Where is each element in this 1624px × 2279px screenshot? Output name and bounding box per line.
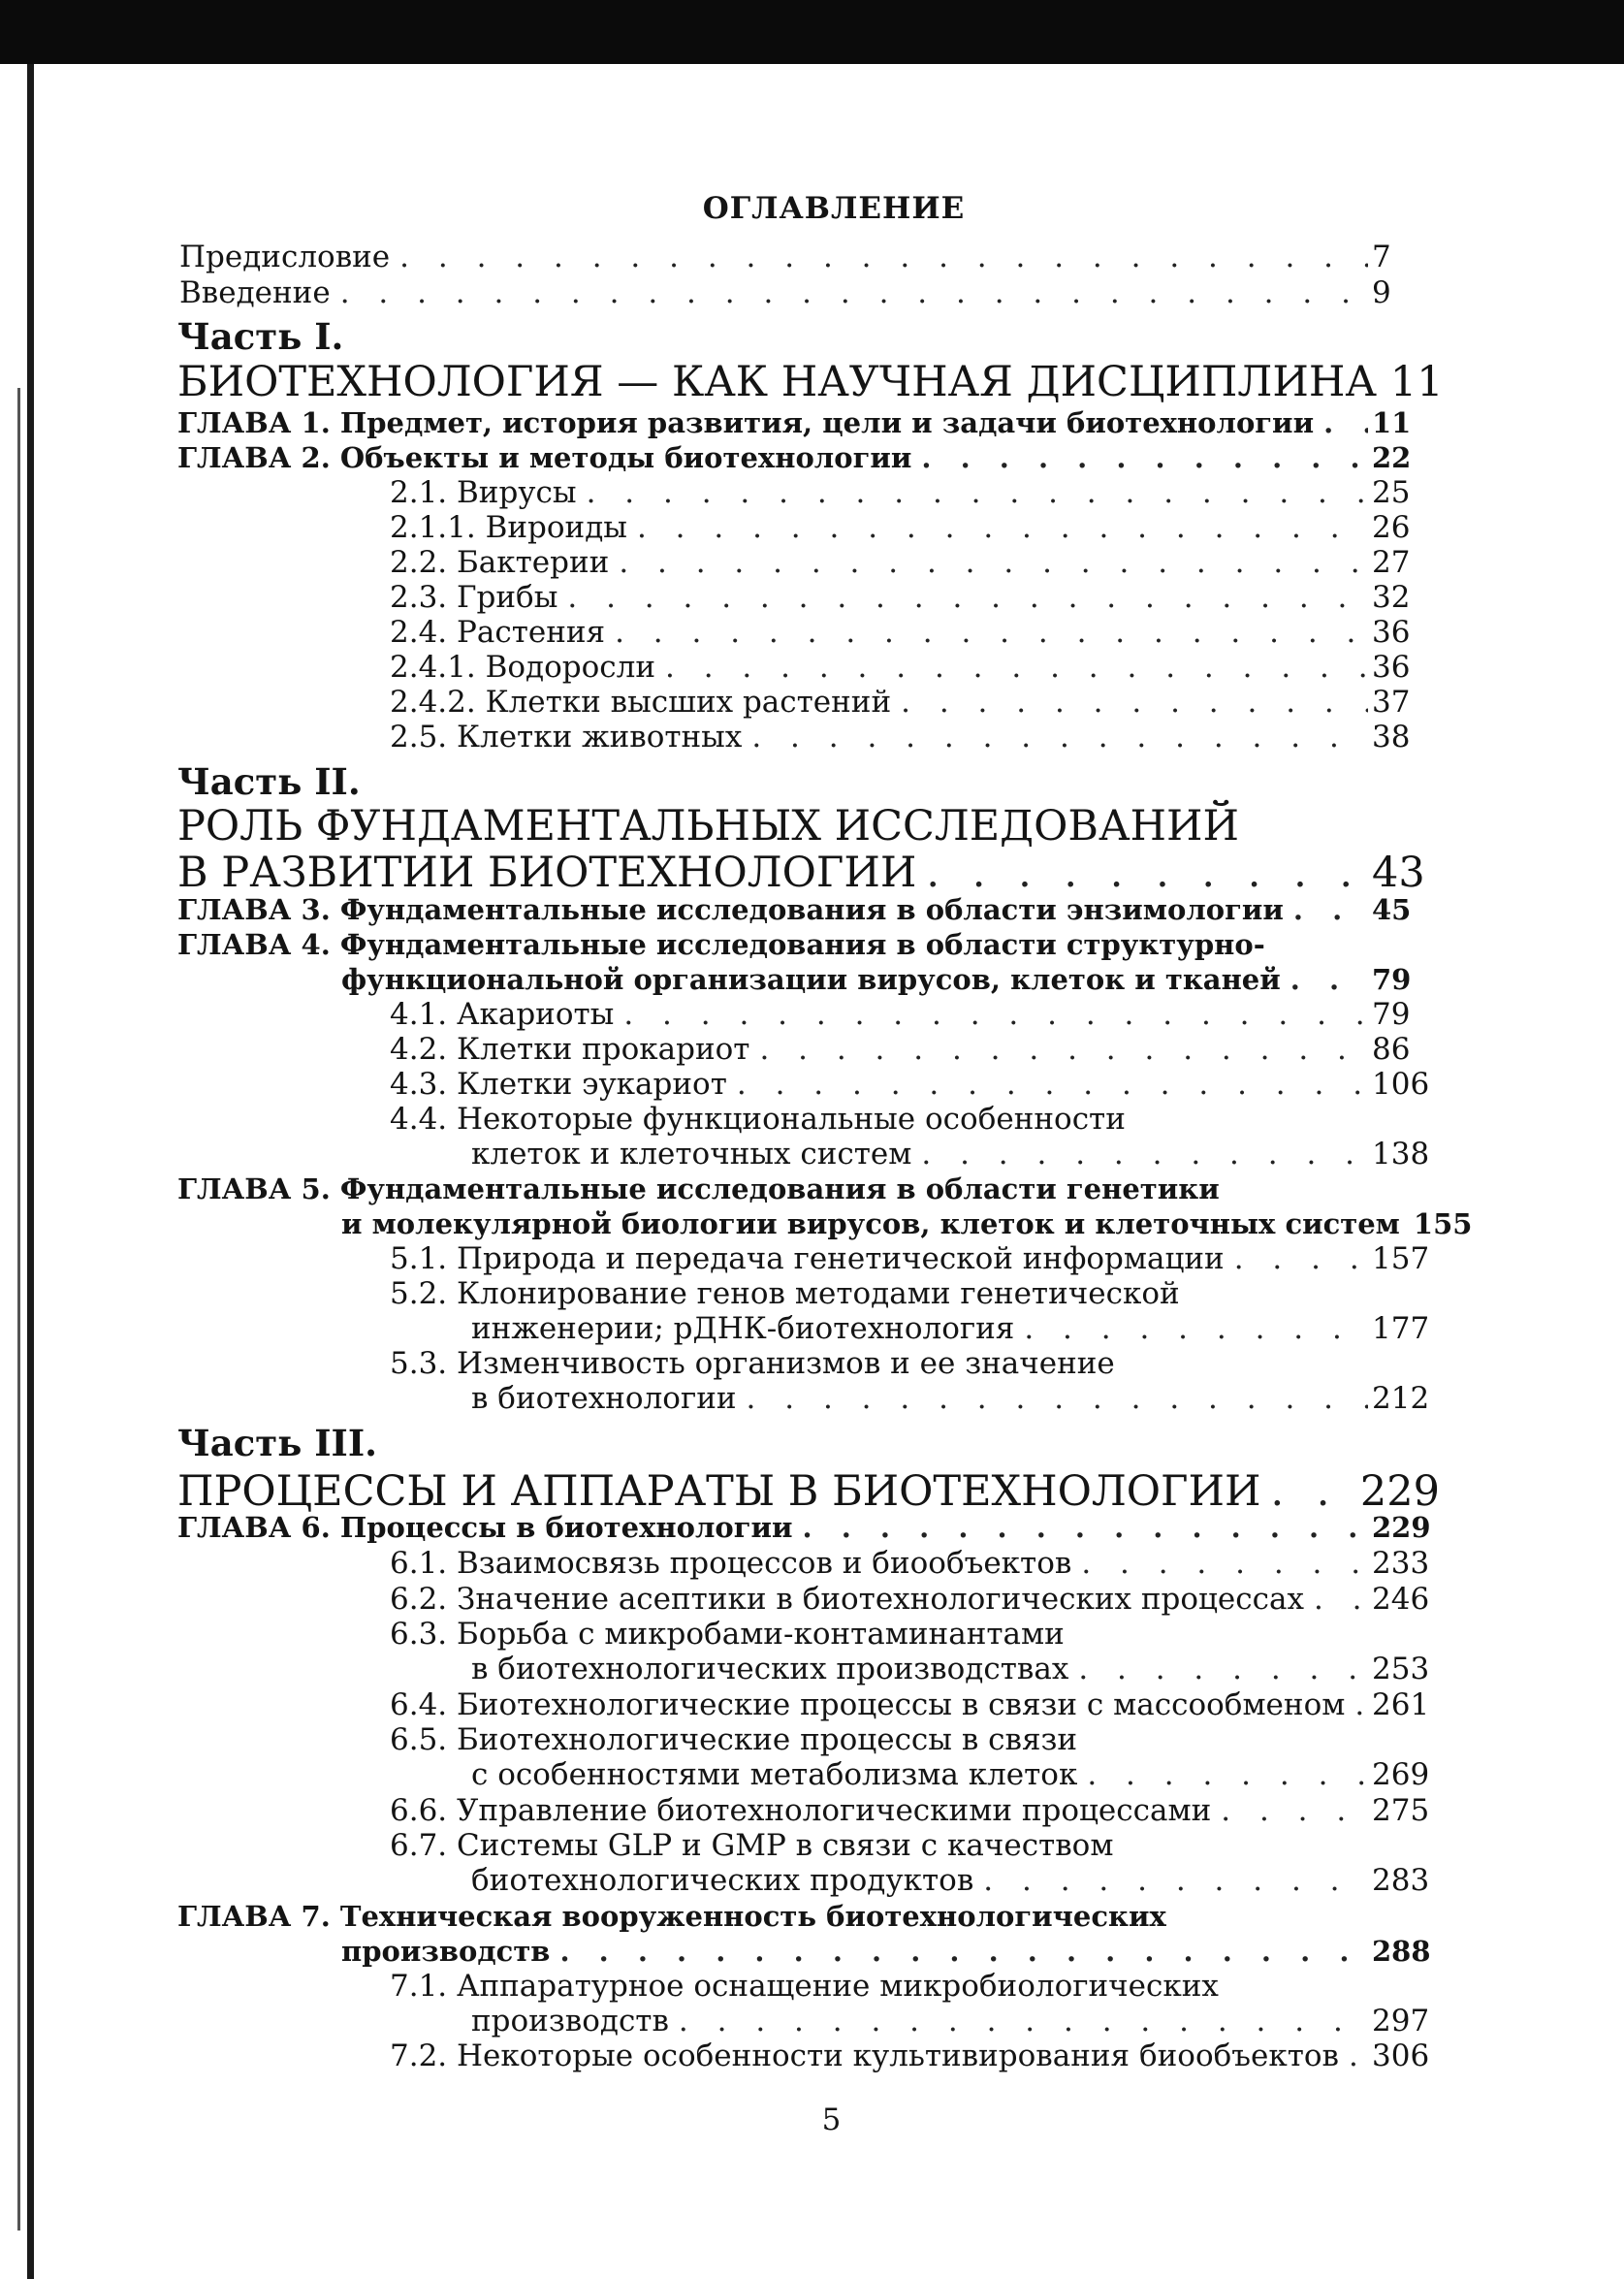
section-page: 261 <box>1372 1687 1430 1722</box>
section-label: в биотехнологии <box>471 1381 737 1416</box>
chapter-page: 288 <box>1372 1935 1431 1968</box>
section-page: 25 <box>1372 475 1411 510</box>
section-label: 2.2. Бактерии <box>390 545 610 580</box>
dot-leader <box>1293 892 1368 928</box>
section-label: инженерии; рДНК-биотехнология <box>471 1311 1015 1346</box>
chapter-label: ГЛАВА 2. Объекты и методы биотехнологии <box>177 441 912 474</box>
toc-section-4-4[interactable] <box>471 1137 1440 1172</box>
toc-section-6-2[interactable] <box>390 1582 1440 1618</box>
chapter-label: функциональной организации вирусов, клеток и тканей <box>341 963 1281 996</box>
section-label: 6.1. Взаимосвязь процессов и биообъектов <box>390 1546 1072 1581</box>
toc-section[interactable] <box>390 545 1440 581</box>
dot-leader <box>759 1032 1368 1068</box>
toc-section-5-3[interactable] <box>471 1381 1440 1417</box>
toc-entry-label: Предисловие <box>179 240 391 274</box>
part-title-label: В РАЗВИТИИ БИОТЕХНОЛОГИИ <box>177 849 917 897</box>
dot-leader <box>1087 1757 1368 1793</box>
toc-entry-label: Введение <box>179 275 331 310</box>
dot-leader <box>751 720 1368 755</box>
section-page: 36 <box>1372 650 1411 685</box>
toc-section[interactable] <box>390 510 1440 546</box>
page-title: ОГЛАВЛЕНИЕ <box>702 191 966 226</box>
dot-leader <box>340 275 1368 311</box>
dot-leader <box>737 1067 1368 1103</box>
section-page: 275 <box>1372 1793 1430 1828</box>
chapter-page: 45 <box>1372 893 1412 926</box>
section-label: производств <box>471 2004 669 2038</box>
dot-leader <box>1078 1652 1368 1687</box>
section-label: 6.2. Значение асептики в биотехнологических процессах <box>390 1582 1304 1617</box>
section-page: 246 <box>1372 1582 1430 1617</box>
chapter-page: 155 <box>1413 1207 1473 1240</box>
toc-section[interactable] <box>390 475 1440 511</box>
toc-section[interactable] <box>390 997 1440 1033</box>
section-label: 6.6. Управление биотехнологическими процессами <box>390 1793 1212 1828</box>
section-page: 177 <box>1372 1311 1430 1346</box>
section-page: 283 <box>1372 1863 1430 1898</box>
chapter-label: ГЛАВА 6. Процессы в биотехнологии <box>177 1511 793 1544</box>
toc-section-6-1[interactable] <box>390 1546 1440 1582</box>
toc-entry-page: 7 <box>1372 240 1391 274</box>
section-page: 233 <box>1372 1546 1430 1581</box>
section-label: 4.2. Клетки прокариот <box>390 1032 750 1067</box>
section-page: 79 <box>1372 997 1411 1032</box>
toc-section-6-5-line1: 6.5. Биотехнологические процессы в связи <box>390 1722 1078 1757</box>
dot-leader <box>926 850 1368 896</box>
toc-section-6-6[interactable] <box>390 1793 1440 1829</box>
dot-leader <box>1354 1687 1368 1723</box>
section-page: 212 <box>1372 1381 1430 1416</box>
toc-chapter-4[interactable] <box>341 962 1440 998</box>
section-label: 2.5. Клетки животных <box>390 720 743 754</box>
dot-leader <box>803 1510 1368 1546</box>
part-2-title[interactable] <box>177 850 1440 896</box>
dot-leader <box>901 685 1368 721</box>
part-title-label: БИОТЕХНОЛОГИЯ — КАК НАУЧНАЯ ДИСЦИПЛИНА <box>177 358 1377 406</box>
toc-section[interactable] <box>390 685 1440 721</box>
toc-section[interactable] <box>390 615 1440 651</box>
chapter-page: 22 <box>1372 441 1412 474</box>
toc-section[interactable] <box>390 650 1440 686</box>
toc-section[interactable] <box>390 580 1440 616</box>
chapter-label: производств <box>341 1935 551 1968</box>
toc-section-6-3-line1: 6.3. Борьба с микробами-контаминантами <box>390 1617 1065 1652</box>
dot-leader <box>559 1934 1368 1970</box>
toc-section-5-2-line1: 5.2. Клонирование генов методами генетической <box>390 1276 1180 1311</box>
toc-section-6-4[interactable] <box>390 1687 1440 1723</box>
toc-section-7-2[interactable] <box>390 2038 1440 2074</box>
section-page: 297 <box>1372 2004 1430 2038</box>
dot-leader <box>983 1863 1368 1899</box>
toc-chapter-1[interactable] <box>177 405 1440 441</box>
toc-section-6-5[interactable] <box>471 1757 1440 1793</box>
chapter-label: и молекулярной биологии вирусов, клеток и клеточных систем <box>341 1207 1400 1240</box>
section-page: 106 <box>1372 1067 1430 1102</box>
toc-chapter-7-line1: ГЛАВА 7. Техническая вооруженность биотехнологических <box>177 1900 1166 1933</box>
section-label: биотехнологических продуктов <box>471 1863 974 1898</box>
part-title-page: 43 <box>1372 849 1425 897</box>
dot-leader <box>399 240 1368 275</box>
section-label: 2.1.1. Вироиды <box>390 510 627 545</box>
toc-section-6-7-line1: 6.7. Системы GLP и GMP в связи с качеством <box>390 1828 1114 1863</box>
toc-chapter-3[interactable] <box>177 892 1440 928</box>
part-3-heading: Часть III. <box>177 1422 378 1464</box>
dot-leader <box>1024 1311 1368 1347</box>
section-label: 6.4. Биотехнологические процессы в связи с массообменом <box>390 1687 1346 1722</box>
dot-leader <box>679 2004 1368 2039</box>
section-label: 7.2. Некоторые особенности культивирования биообъектов <box>390 2038 1339 2073</box>
dot-leader <box>567 580 1368 616</box>
part-title-page: 229 <box>1359 1467 1440 1516</box>
dot-leader <box>615 615 1368 651</box>
section-page: 27 <box>1372 545 1411 580</box>
part-1-heading: Часть I. <box>177 315 344 358</box>
dot-leader <box>1270 1468 1355 1515</box>
section-label: 4.1. Акариоты <box>390 997 615 1032</box>
section-page: 306 <box>1372 2038 1430 2073</box>
toc-entry-introduction[interactable] <box>179 275 1440 311</box>
section-label: клеток и клеточных систем <box>471 1137 912 1172</box>
section-page: 157 <box>1372 1241 1430 1276</box>
part-1-title[interactable] <box>177 358 1444 406</box>
dot-leader <box>665 650 1368 686</box>
section-label: 5.1. Природа и передача генетической информации <box>390 1241 1225 1276</box>
toc-section[interactable] <box>390 720 1440 755</box>
section-page: 138 <box>1372 1137 1430 1172</box>
dot-leader <box>747 1381 1368 1417</box>
toc-chapter-6[interactable] <box>177 1510 1440 1546</box>
toc-section[interactable] <box>390 1032 1440 1068</box>
section-label: 4.3. Клетки эукариот <box>390 1067 727 1102</box>
toc-section-6-7[interactable] <box>471 1863 1440 1899</box>
page-number: 5 <box>821 2102 842 2137</box>
dot-leader <box>1323 405 1368 441</box>
chapter-label: ГЛАВА 3. Фундаментальные исследования в области энзимологии <box>177 893 1284 926</box>
toc-section[interactable] <box>390 1067 1440 1103</box>
toc-section-5-2[interactable] <box>471 1311 1440 1347</box>
part-2-heading: Часть II. <box>177 760 361 803</box>
toc-entry-page: 9 <box>1372 275 1391 310</box>
toc-section-6-3[interactable] <box>471 1652 1440 1687</box>
part-title-page: 11 <box>1389 358 1444 406</box>
dot-leader <box>637 510 1368 546</box>
dot-leader <box>587 475 1368 511</box>
dot-leader <box>1349 2038 1368 2074</box>
dot-leader <box>619 545 1368 581</box>
toc-chapter-5[interactable] <box>341 1206 1473 1242</box>
chapter-page: 79 <box>1372 963 1412 996</box>
part-2-title-line1: РОЛЬ ФУНДАМЕНТАЛЬНЫХ ИССЛЕДОВАНИЙ <box>177 802 1240 851</box>
section-label: с особенностями метаболизма клеток <box>471 1757 1078 1792</box>
part-title-label: ПРОЦЕССЫ И АППАРАТЫ В БИОТЕХНОЛОГИИ <box>177 1467 1261 1516</box>
toc-chapter-7[interactable] <box>341 1934 1440 1970</box>
section-page: 253 <box>1372 1652 1430 1686</box>
section-page: 269 <box>1372 1757 1430 1792</box>
toc-section-7-1-line1: 7.1. Аппаратурное оснащение микробиологических <box>390 1969 1219 2004</box>
section-page: 36 <box>1372 615 1411 650</box>
section-page: 32 <box>1372 580 1411 615</box>
toc-section-7-1[interactable] <box>471 2004 1440 2039</box>
section-label: 2.4.2. Клетки высших растений <box>390 685 892 720</box>
toc-entry-preface[interactable] <box>179 240 1440 275</box>
section-label: 2.4.1. Водоросли <box>390 650 656 685</box>
section-page: 38 <box>1372 720 1411 754</box>
toc-chapter-4-line1: ГЛАВА 4. Фундаментальные исследования в области структурно- <box>177 928 1265 961</box>
chapter-page: 229 <box>1372 1511 1431 1544</box>
toc-chapter-2[interactable] <box>177 440 1440 476</box>
section-label: 2.3. Грибы <box>390 580 558 615</box>
toc-chapter-5-line1: ГЛАВА 5. Фундаментальные исследования в области генетики <box>177 1172 1220 1205</box>
dot-leader <box>1290 962 1368 998</box>
dot-leader <box>921 1137 1368 1172</box>
section-page: 37 <box>1372 685 1411 720</box>
dot-leader <box>1234 1241 1368 1277</box>
toc-section-5-3-line1: 5.3. Изменчивость организмов и ее значение <box>390 1346 1115 1381</box>
section-label: 2.1. Вирусы <box>390 475 577 510</box>
chapter-page: 11 <box>1372 406 1412 439</box>
dot-leader <box>1221 1793 1368 1829</box>
part-3-title[interactable] <box>177 1468 1440 1515</box>
toc-section-4-4-line1: 4.4. Некоторые функциональные особенности <box>390 1102 1126 1137</box>
chapter-label: ГЛАВА 1. Предмет, история развития, цели и задачи биотехнологии <box>177 406 1315 439</box>
dot-leader <box>1314 1582 1368 1618</box>
section-page: 86 <box>1372 1032 1411 1067</box>
dot-leader <box>623 997 1368 1033</box>
section-label: 2.4. Растения <box>390 615 606 650</box>
section-label: в биотехнологических производствах <box>471 1652 1069 1686</box>
toc-section-5-1[interactable] <box>390 1241 1440 1277</box>
section-page: 26 <box>1372 510 1411 545</box>
dot-leader <box>921 440 1368 476</box>
dot-leader <box>1081 1546 1368 1582</box>
